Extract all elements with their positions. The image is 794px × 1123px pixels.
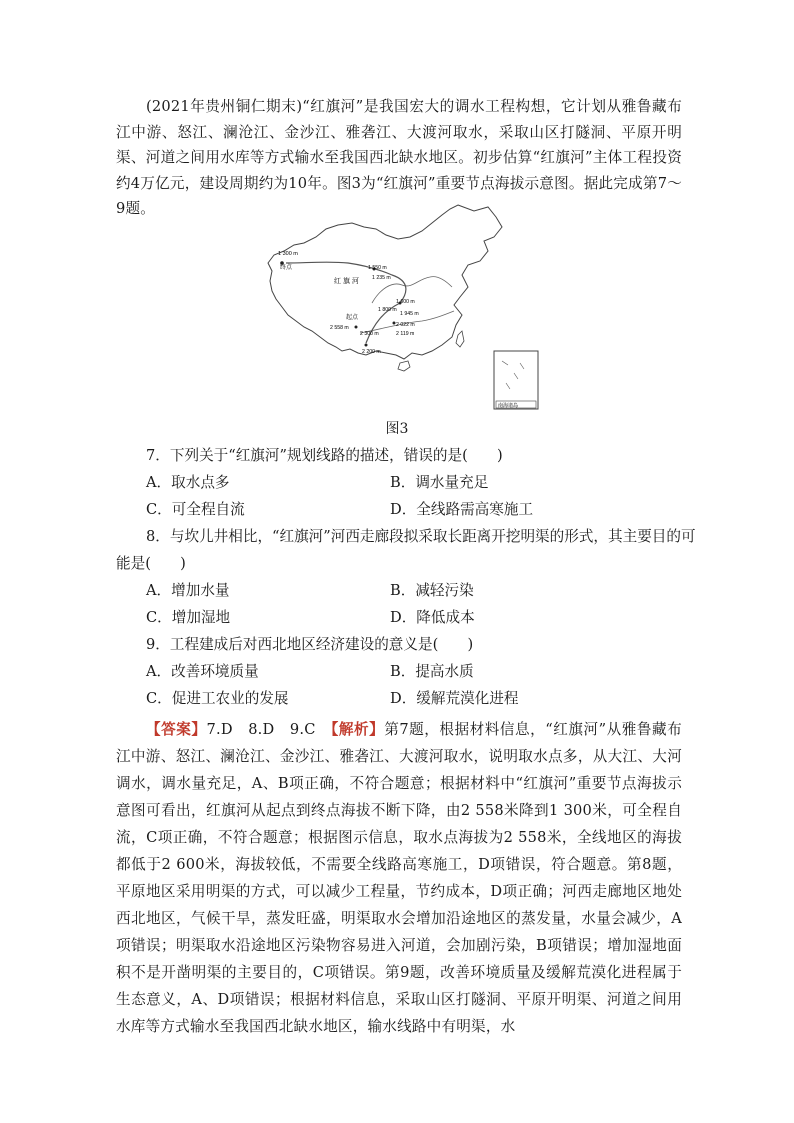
q8-option-d[interactable]: D．降低成本 [390, 609, 475, 626]
question-9-options-row1 [116, 659, 682, 684]
china-map-figure [262, 203, 547, 413]
question-8-stem-line1: 8．与坎儿井相比，“红旗河”河西走廊段拟采取长距离开挖明渠的形式，其主要目的可 [146, 528, 696, 545]
end-point-label: 终点 [280, 265, 293, 271]
elev-1600: 1 600 m [396, 299, 415, 305]
question-8-stem-line2: 能是( ) [116, 555, 186, 572]
q9-option-d[interactable]: D．缓解荒漠化进程 [390, 690, 519, 707]
south-sea-inset [494, 351, 538, 409]
q8-option-b[interactable]: B．减轻污染 [390, 582, 474, 599]
question-7-stem: 7．下列关于“红旗河”规划线路的描述，错误的是( ) [146, 447, 503, 464]
elev-1550: 1 550 m [368, 265, 387, 271]
elev-2200: 2 200 m [362, 349, 381, 355]
q7-option-d[interactable]: D．全线路需高寒施工 [390, 501, 534, 518]
elev-1300: 1 300 m [278, 251, 298, 257]
figure-caption: 图3 [385, 421, 409, 437]
elev-1945: 1 945 m [400, 311, 419, 317]
intro-paragraph: (2021年贵州铜仁期末)“红旗河”是我国宏大的调水工程构想，它计划从雅鲁藏布江中游、怒江、澜沧江、金沙江、雅砻江、大渡河取水，采取山区打隧洞、平原开明渠、河道之间用水库等方式输水至我国西北缺水地区。初步估算“红旗河”主体工程投资约4万亿元，建设周期约为10年。图3为“红旗河”重要节点海拔示意图。据此完成第7～9题。 [116, 98, 682, 218]
q7-option-a[interactable]: A．取水点多 [146, 474, 230, 491]
elev-2119: 2 119 m [396, 331, 415, 337]
q9-option-c[interactable]: C．促进工农业的发展 [146, 690, 289, 707]
question-7-options-row2 [116, 497, 682, 522]
q7-option-b[interactable]: B．调水量充足 [390, 474, 489, 491]
analysis-tag: 【解析】 [331, 721, 385, 738]
q8-option-a[interactable]: A．增加水量 [146, 582, 230, 599]
question-8-options-row1 [116, 578, 682, 603]
answer-keys: 7.D 8.D 9.C [206, 721, 332, 738]
question-7-options-row1 [116, 470, 682, 495]
answer-tag: 【答案】 [146, 721, 207, 738]
elev-2558: 2 558 m [330, 325, 349, 331]
elev-2300: 2 300 m [360, 331, 379, 337]
analysis-text: 第7题，根据材料信息，“红旗河”从雅鲁藏布江中游、怒江、澜沧江、金沙江、雅砻江、大渡河取水，说明取水点多，从大江、大河调水，调水量充足，A、B项正确，不符合题意；根据材料中“红旗河”重要节点海拔示意图可看出，红旗河从起点到终点海拔不断下降，由2 558米降到1 300米，可全程自流，C项正确，不符合题意；根据图示信息，取水点海拔为2 558米，全线地区的海拔都低于2 600米，海拔较低，不需要全线路高寒施工，D项错误，符合题意。第8题，平原地区采用明渠的方式，可以减少工程量，节约成本，D项正确；河西走廊地区地处西北地区，气候干旱，蒸发旺盛，明渠取水会增加沿途地区的蒸发量，水量会减少，A项错误；明渠取水沿途地区污染物容易进入河道，会加剧污染，B项错误；增加湿地面积不是开凿明渠的主要目的，C项错误。第9题，改善环境质量及缓解荒漠化进程属于生态意义，A、D项错误；根据材料信息，采取山区打隧洞、平原开明渠、河道之间用水库等方式输水至我国西北缺水地区，输水线路中有明渠，水 [116, 721, 682, 1035]
q9-option-b[interactable]: B．提高水质 [390, 663, 474, 680]
question-8-options-row2 [116, 605, 682, 630]
question-9-options-row2 [116, 686, 682, 711]
china-outline [268, 205, 502, 359]
start-point-label: 起点 [346, 315, 359, 321]
q8-option-c[interactable]: C．增加湿地 [146, 609, 231, 626]
river-name-label: 红 旗 河 [334, 278, 359, 285]
elev-1235: 1 235 m [372, 275, 391, 281]
q9-option-a[interactable]: A．改善环境质量 [146, 663, 259, 680]
q7-option-c[interactable]: C．可全程自流 [146, 501, 245, 518]
elev-1800: 1 800 m [378, 307, 397, 313]
question-9-stem: 9．工程建成后对西北地区经济建设的意义是( ) [146, 636, 474, 653]
inset-label: 南海诸岛 [498, 403, 519, 409]
answer-analysis [116, 716, 682, 1040]
elev-2022: 2 022 m [396, 322, 415, 328]
